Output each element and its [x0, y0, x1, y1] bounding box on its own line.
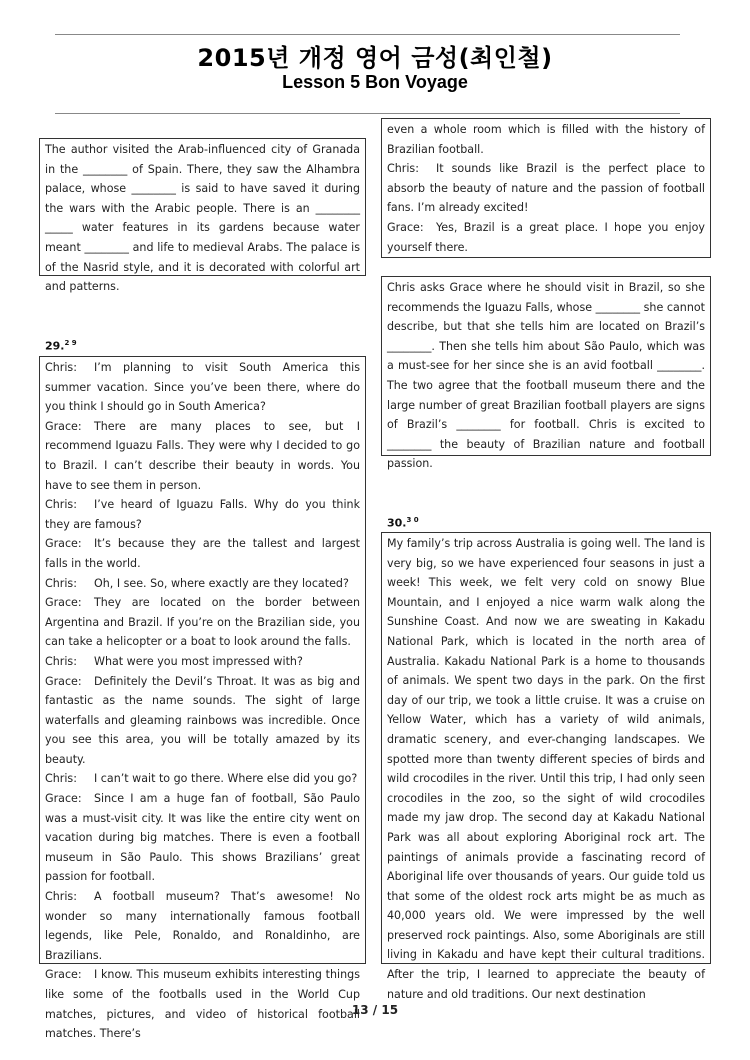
speaker-label: Grace:	[45, 596, 82, 610]
dialogue-line	[387, 218, 705, 257]
question-29-dialogue-box	[39, 356, 366, 1041]
dialogue-line	[45, 358, 360, 417]
dialogue-text: Definitely the Devil’s Throat. It was as big and fantastic as the name sounds. The sight of large waterfalls and gleaming rainbows was incredible. Once you see this area, you will be totally amazed by its beauty.	[45, 674, 360, 766]
dialogue-text: I can’t wait to go there. Where else did you go?	[94, 772, 358, 786]
dialogue-text: They are located on the border between Argentina and Brazil. If you’re on the Brazilian side, you can take a helicopter or a boat to look around the falls.	[45, 596, 360, 649]
brazil-summary-box	[381, 276, 711, 471]
question-30-passage-text: My family’s trip across Australia is going well. The land is very big, so we have experienced four seasons in just a week! This week, we felt very cold on snowy Blue Mountain, and I enjoyed a nice warm walk along the Sunshine Coast. And now we are sweating in Kakadu National Park, which is located in the north area of Australia. Kakadu National Park is a home to thousands of animals. We spent two days in the park. On the first day of our trip, we took a little cruise. It was a cruise on Yellow Water, which has a variety of wild animals, dramatic scenery, and ever-changing landscapes. We spotted more than twenty different species of birds and wild crocodiles in the river. Until this trip, I had only seen crocodiles in the zoo, so the sight of wild crocodiles made my jaw drop. The second day at Kakadu National Park was all about exploring Aboriginal rock art. The paintings of animals provide a fascinating record of Aboriginal life over thousands of years. Our guide told us that some of the oldest rock arts might be as much as 40,000 years old. We were impressed by the well preserved rock paintings. Also, some Aboriginals are still living in Kakadu and have kept their cultural traditions. After the trip, I learned to appreciate the beauty of nature and old traditions. Our next destination	[387, 537, 705, 1001]
speaker-label: Grace:	[45, 792, 82, 806]
speaker-label: Chris:	[45, 772, 77, 786]
dialogue-text: Oh, I see. So, where exactly are they located?	[94, 576, 349, 590]
dialogue-text: It’s because they are the tallest and largest falls in the world.	[45, 537, 360, 570]
speaker-label: Chris:	[45, 361, 77, 374]
dialogue-line	[45, 593, 360, 652]
dialogue-text: It sounds like Brazil is the perfect place to absorb the beauty of nature and the passion of football fans. I’m already excited!	[387, 162, 705, 215]
dialogue-line	[45, 574, 360, 594]
dialogue-text: I’ve heard of Iguazu Falls. Why do you think they are famous?	[45, 498, 360, 531]
granada-summary-box	[39, 138, 366, 294]
speaker-label: Grace:	[45, 968, 82, 982]
dialogue-line	[45, 887, 360, 965]
dialogue-line	[45, 495, 360, 534]
speaker-label: Chris:	[45, 654, 77, 668]
dialogue-line	[45, 769, 360, 789]
dialogue-text: What were you most impressed with?	[94, 654, 303, 668]
speaker-label: Chris:	[45, 498, 77, 512]
speaker-label: Grace:	[387, 220, 424, 234]
page-title: 2015년 개정 영어 금성(최인철)	[197, 44, 553, 72]
question-30-number: 30.$^{3 0}$	[387, 516, 419, 530]
granada-summary-text: The author visited the Arab-influenced city of Granada in the ________ of Spain. There, they saw the Alhambra palace, whose ________ is said to have saved it during the wars with the Arabic people. There is an ________ _____ water features in its gardens because water meant ________ and life to medieval Arabs. The palace is of the Nasrid style, and it is decorated with colorful art and patterns.	[45, 143, 360, 294]
speaker-label: Chris:	[45, 576, 77, 590]
header-top-rule	[55, 34, 680, 35]
dialogue-text: I know. This museum exhibits interesting things like some of the footballs used in the World Cup matches, pictures, and video of historical football matches. There’s	[45, 968, 360, 1041]
dialogue-line	[45, 652, 360, 672]
page-number: 13 / 15	[351, 1003, 399, 1017]
speaker-label: Chris:	[387, 162, 419, 176]
dialogue-text: Since I am a huge fan of football, São Paulo was a must-visit city. It was like the entire city went on vacation during big matches. There is even a football museum in São Paulo. This shows Brazilians’ great passion for football.	[45, 792, 360, 884]
dialogue-line	[387, 159, 705, 218]
dialogue-line	[45, 672, 360, 770]
speaker-label: Grace:	[45, 419, 82, 433]
lesson-subtitle: Lesson 5 Bon Voyage	[282, 72, 468, 92]
dialogue-text: A football museum? That’s awesome! No wonder so many internationally famous football legends, like Pele, Ronaldo, and Ronaldinho, are Brazilians.	[45, 890, 360, 962]
question-30-passage-box	[381, 532, 711, 1001]
speaker-label: Chris:	[45, 890, 77, 904]
dialogue-line	[45, 534, 360, 573]
dialogue-line	[45, 789, 360, 887]
continuation-lead-text: even a whole room which is filled with the history of Brazilian football.	[387, 123, 705, 156]
dialogue-continuation-box	[381, 118, 711, 258]
speaker-label: Grace:	[45, 537, 82, 551]
speaker-label: Grace:	[45, 674, 82, 688]
dialogue-text: Yes, Brazil is a great place. I hope you enjoy yourself there.	[387, 220, 705, 254]
dialogue-text: I’m planning to visit South America this summer vacation. Since you’ve been there, where do you think I should go in South America?	[45, 361, 360, 414]
brazil-summary-text: Chris asks Grace where he should visit in Brazil, so she recommends the Iguazu Falls, whose ________ she cannot describe, but that she tells him are located on Brazil’s ________. Then she tells him about São Paulo, which was a must-see for her since she is an avid football ________. The two agree that the football museum there and the large number of great Brazilian football players are signs of Brazil’s ________ for football. Chris is excited to ________ the beauty of Brazilian nature and football passion.	[387, 281, 705, 471]
header-bottom-rule	[55, 113, 680, 114]
question-29-number: 29.$^{2 9}$	[45, 339, 77, 353]
dialogue-line	[45, 417, 360, 495]
dialogue-text: There are many places to see, but I recommend Iguazu Falls. They were why I decided to go to Brazil. I can’t describe their beauty in words. You have to see them in person.	[45, 419, 360, 492]
